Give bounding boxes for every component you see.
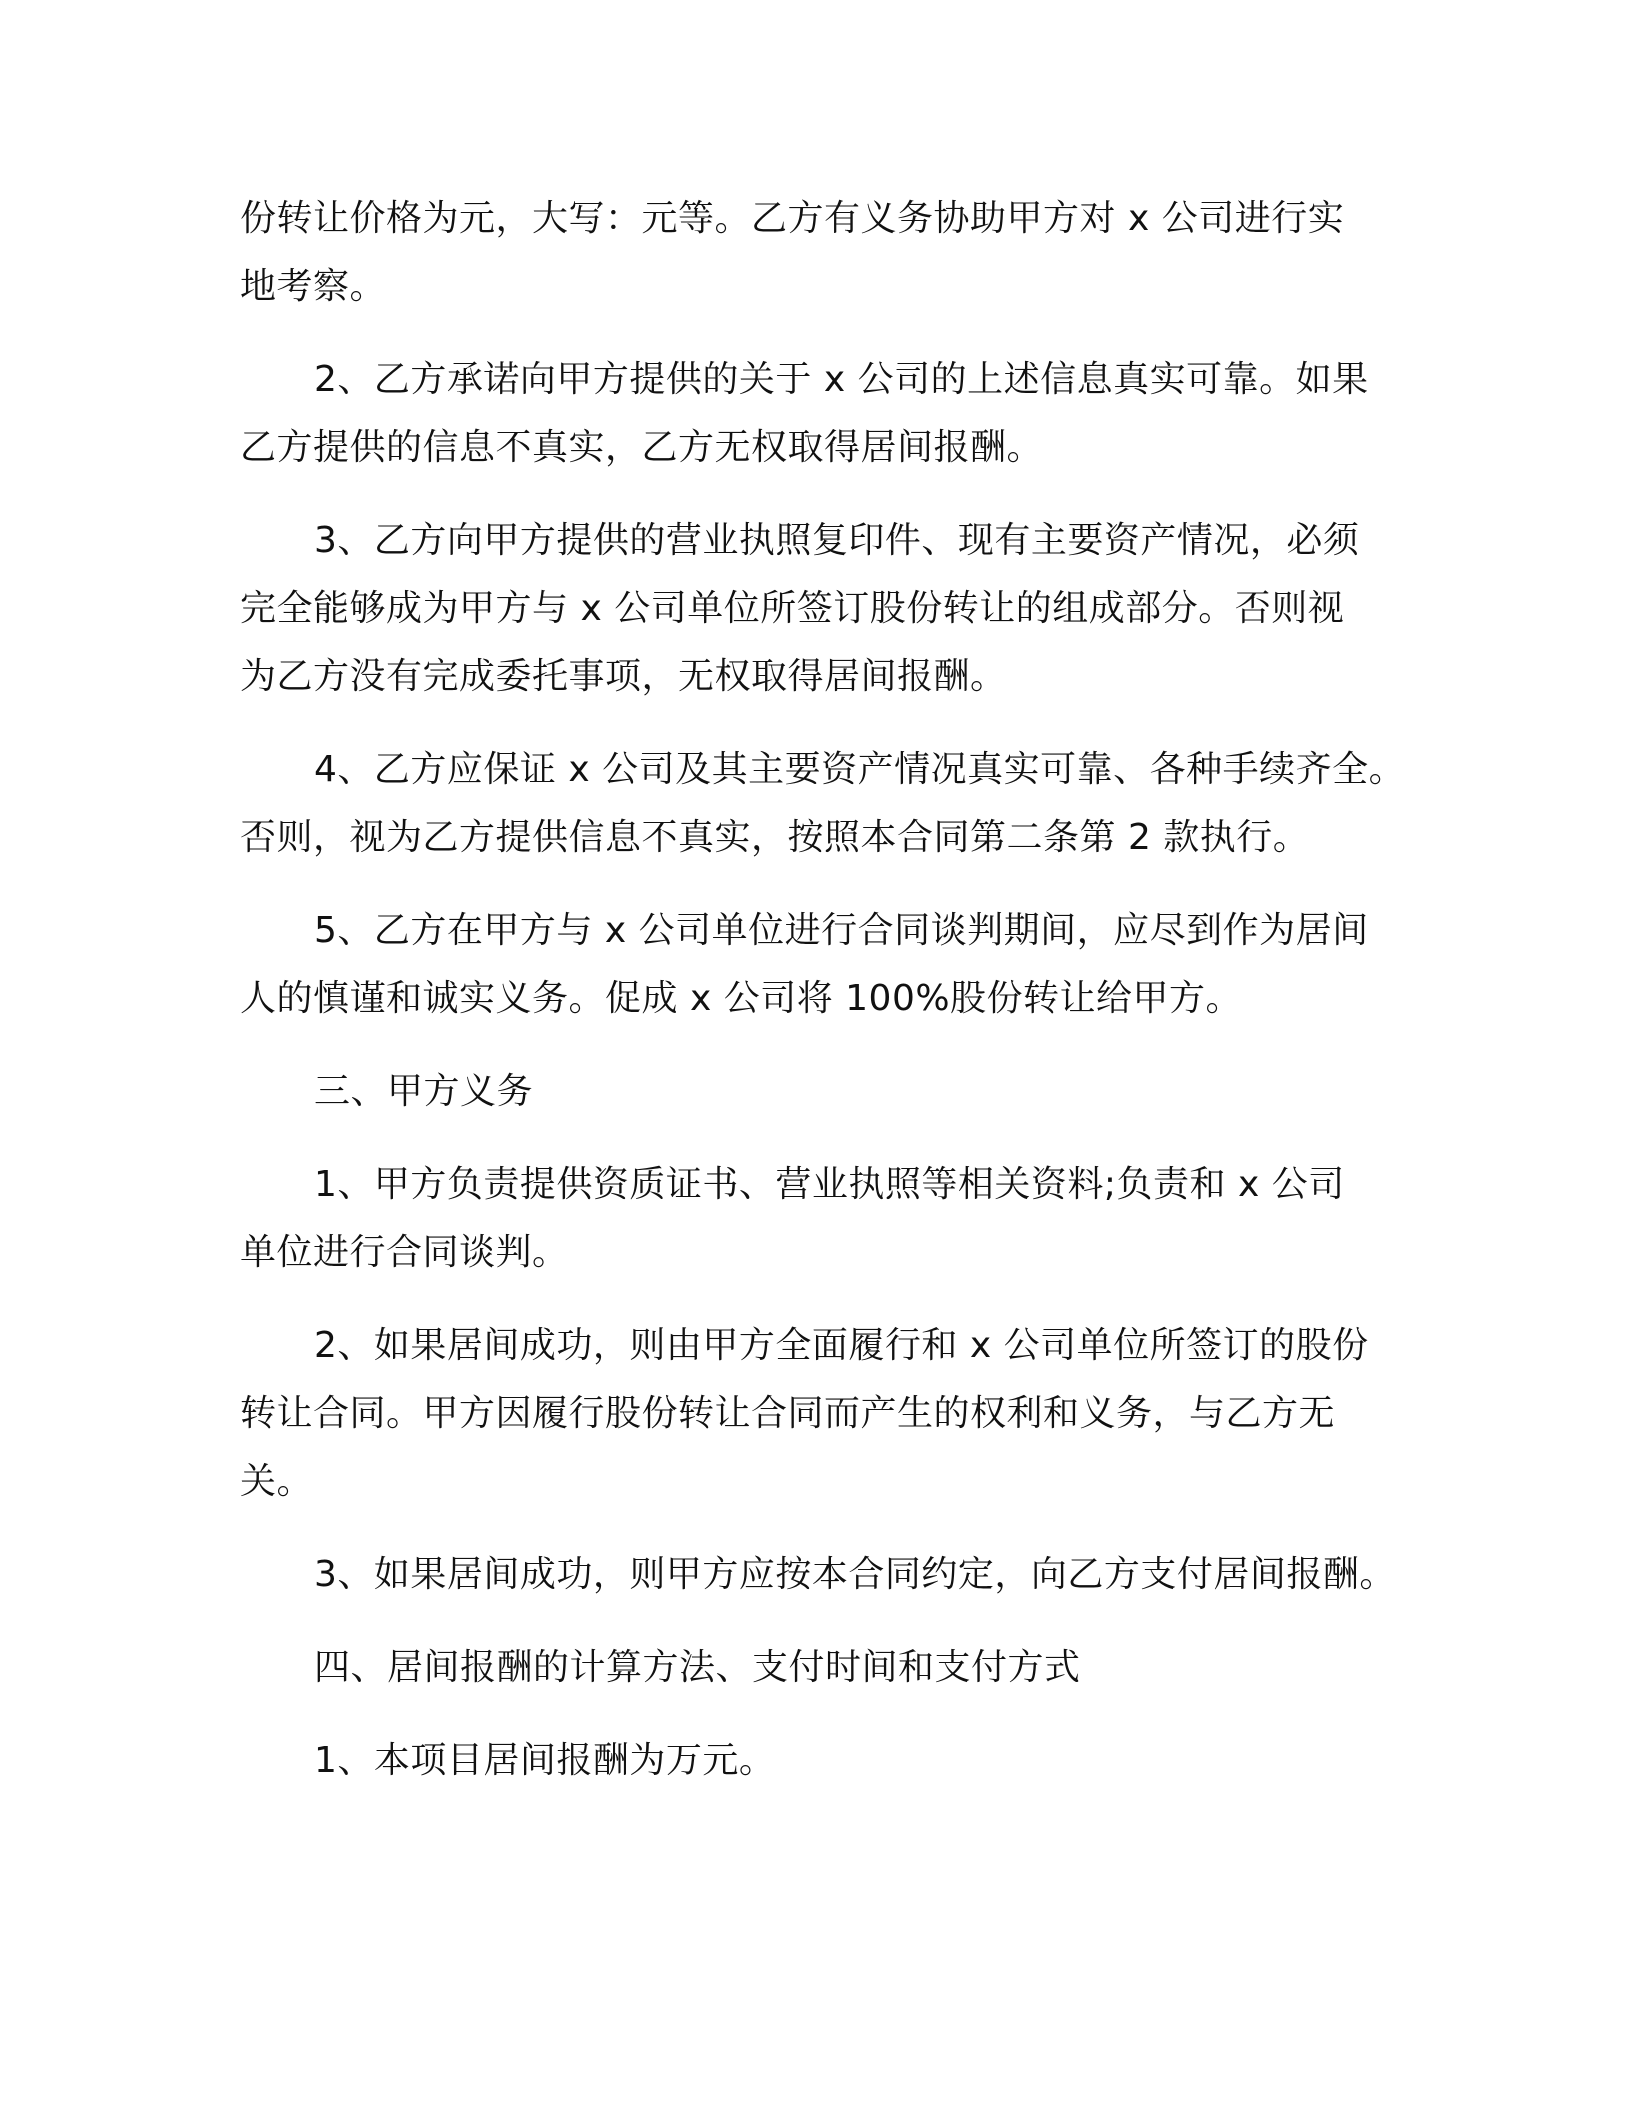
text-line: 份转让价格为元，大写：元等。乙方有义务协助甲方对 x 公司进行实 <box>240 198 1345 239</box>
text-line: 4、乙方应保证 x 公司及其主要资产情况真实可靠、各种手续齐全。 <box>314 749 1406 790</box>
document-body <box>240 185 1410 1820</box>
text-line: 5、乙方在甲方与 x 公司单位进行合同谈判期间，应尽到作为居间 <box>314 910 1369 951</box>
paragraph-clause-3-2 <box>240 1312 1410 1516</box>
text-line: 关。 <box>240 1461 314 1502</box>
section-heading-party-a-obligations <box>240 1058 1410 1126</box>
text-line: 否则，视为乙方提供信息不真实，按照本合同第二条第 2 款执行。 <box>240 817 1310 858</box>
heading-text: 四、居间报酬的计算方法、支付时间和支付方式 <box>314 1647 1081 1688</box>
paragraph-share-price-continuation <box>240 185 1410 321</box>
text-line: 2、乙方承诺向甲方提供的关于 x 公司的上述信息真实可靠。如果 <box>314 359 1369 400</box>
text-line: 2、如果居间成功，则由甲方全面履行和 x 公司单位所签订的股份 <box>314 1325 1369 1366</box>
text-line: 1、甲方负责提供资质证书、营业执照等相关资料;负责和 x 公司 <box>314 1164 1345 1205</box>
text-line: 1、本项目居间报酬为万元。 <box>314 1740 776 1781</box>
text-line: 3、如果居间成功，则甲方应按本合同约定，向乙方支付居间报酬。 <box>314 1554 1396 1595</box>
paragraph-clause-2-4 <box>240 736 1410 872</box>
paragraph-clause-4-1 <box>240 1727 1410 1795</box>
paragraph-clause-2-3 <box>240 507 1410 711</box>
text-line: 乙方提供的信息不真实，乙方无权取得居间报酬。 <box>240 427 1044 468</box>
text-line: 单位进行合同谈判。 <box>240 1232 569 1273</box>
section-heading-brokerage-fee <box>240 1634 1410 1702</box>
text-line: 3、乙方向甲方提供的营业执照复印件、现有主要资产情况，必须 <box>314 520 1360 561</box>
heading-text: 三、甲方义务 <box>314 1071 534 1112</box>
paragraph-clause-2-5 <box>240 897 1410 1033</box>
paragraph-clause-3-3 <box>240 1541 1410 1609</box>
text-line: 转让合同。甲方因履行股份转让合同而产生的权利和义务，与乙方无 <box>240 1393 1336 1434</box>
paragraph-clause-2-2 <box>240 346 1410 482</box>
text-line: 地考察。 <box>240 266 387 307</box>
text-line: 为乙方没有完成委托事项，无权取得居间报酬。 <box>240 656 1007 697</box>
paragraph-clause-3-1 <box>240 1151 1410 1287</box>
text-line: 人的慎谨和诚实义务。促成 x 公司将 100%股份转让给甲方。 <box>240 978 1243 1019</box>
text-line: 完全能够成为甲方与 x 公司单位所签订股份转让的组成部分。否则视 <box>240 588 1345 629</box>
